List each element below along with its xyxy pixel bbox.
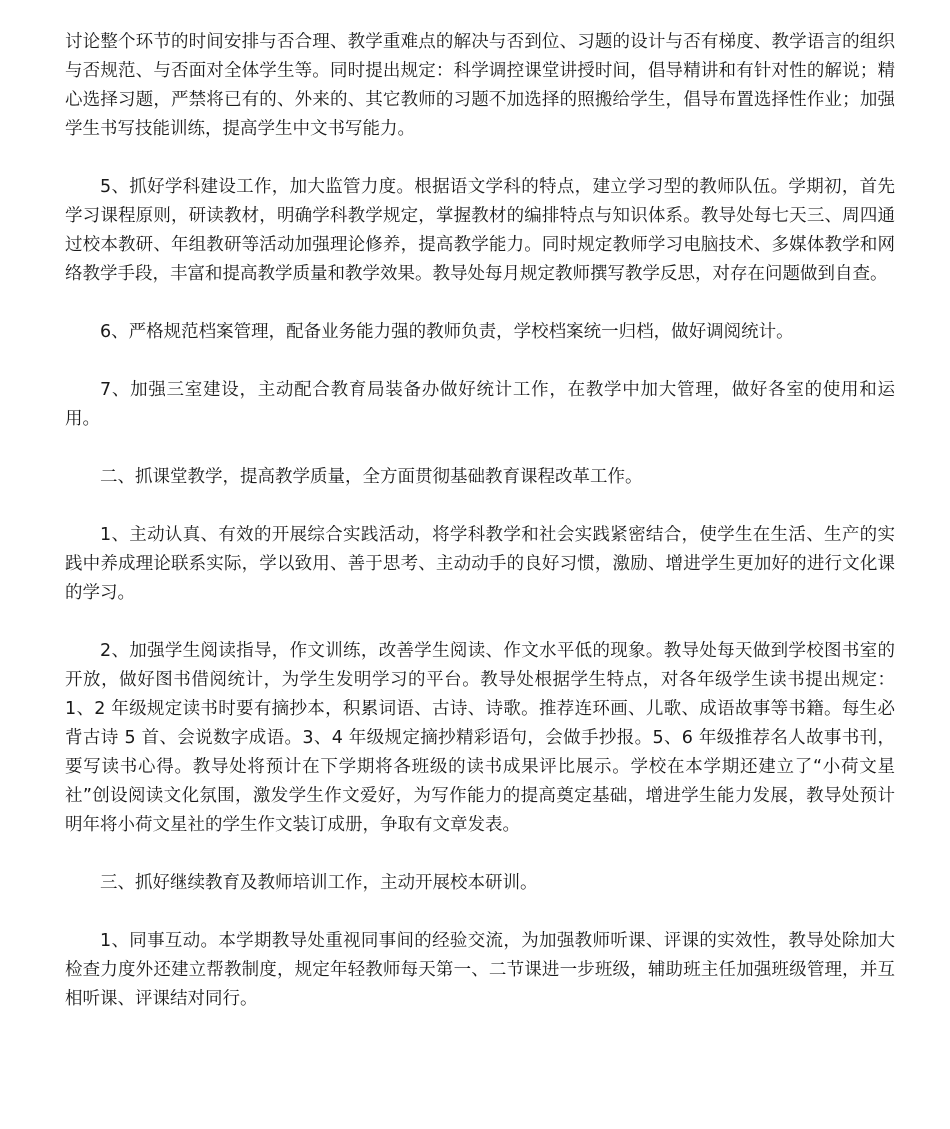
section-heading-3: 三、抓好继续教育及教师培训工作，主动开展校本研训。 (100, 873, 538, 893)
paragraph-continuation: 讨论整个环节的时间安排与否合理、教学重难点的解决与否到位、习题的设计与否有梯度、教学语言的组织与否规范、与否面对全体学生等。同时提出规定：科学调控课堂讲授时间，倡导精讲和有针对性的解说；精心选择习题，严禁将已有的、外来的、其它教师的习题不加选择的照搬给学生，倡导布置选择性作业；加强学生书写技能训练，提高学生中文书写能力。 (65, 32, 895, 139)
section-heading-2: 二、抓课堂教学，提高教学质量，全方面贯彻基础教育课程改革工作。 (100, 467, 643, 487)
paragraph-item-6: 6、严格规范档案管理，配备业务能力强的教师负责，学校档案统一归档，做好调阅统计。 (100, 322, 794, 342)
paragraph-item-5: 5、抓好学科建设工作，加大监管力度。根据语文学科的特点，建立学习型的教师队伍。学期初，首先学习课程原则，研读教材，明确学科教学规定，掌握教材的编排特点与知识体系。教导处每七天三、周四通过校本教研、年组教研等活动加强理论修养，提高教学能力。同时规定教师学习电脑技术、多媒体教学和网络教学手段，丰富和提高教学质量和教学效果。教导处每月规定教师撰写教学反思，对存在问题做到自查。 (65, 177, 895, 284)
paragraph-section3-item-1: 1、同事互动。本学期教导处重视同事间的经验交流，为加强教师听课、评课的实效性，教导处除加大检查力度外还建立帮教制度，规定年轻教师每天第一、二节课进一步班级，辅助班主任加强班级管理，并互相听课、评课结对同行。 (65, 931, 895, 1009)
paragraph-item-7: 7、加强三室建设，主动配合教育局装备办做好统计工作，在教学中加大管理，做好各室的使用和运用。 (65, 380, 895, 429)
document-body (65, 28, 895, 1043)
paragraph-section2-item-2: 2、加强学生阅读指导，作文训练，改善学生阅读、作文水平低的现象。教导处每天做到学校图书室的开放，做好图书借阅统计，为学生发明学习的平台。教导处根据学生特点，对各年级学生读书提出规定：1、2 年级规定读书时要有摘抄本，积累词语、古诗、诗歌。推荐连环画、儿歌、成语故事等书籍。每生必背古诗 5 首、会说数字成语。3、4 年级规定摘抄精彩语句，会做手抄报。5、6 年级推荐名人故事书刊，要写读书心得。教导处将预计在下学期将各班级的读书成果评比展示。学校在本学期还建立了“小荷文星社”创设阅读文化氛围，激发学生作文爱好，为写作能力的提高奠定基础，增进学生能力发展，教导处预计明年将小荷文星社的学生作文装订成册，争取有文章发表。 (65, 641, 895, 835)
paragraph-section2-item-1: 1、主动认真、有效的开展综合实践活动，将学科教学和社会实践紧密结合，使学生在生活、生产的实践中养成理论联系实际，学以致用、善于思考、主动动手的良好习惯，激励、增进学生更加好的进行文化课的学习。 (65, 525, 895, 603)
